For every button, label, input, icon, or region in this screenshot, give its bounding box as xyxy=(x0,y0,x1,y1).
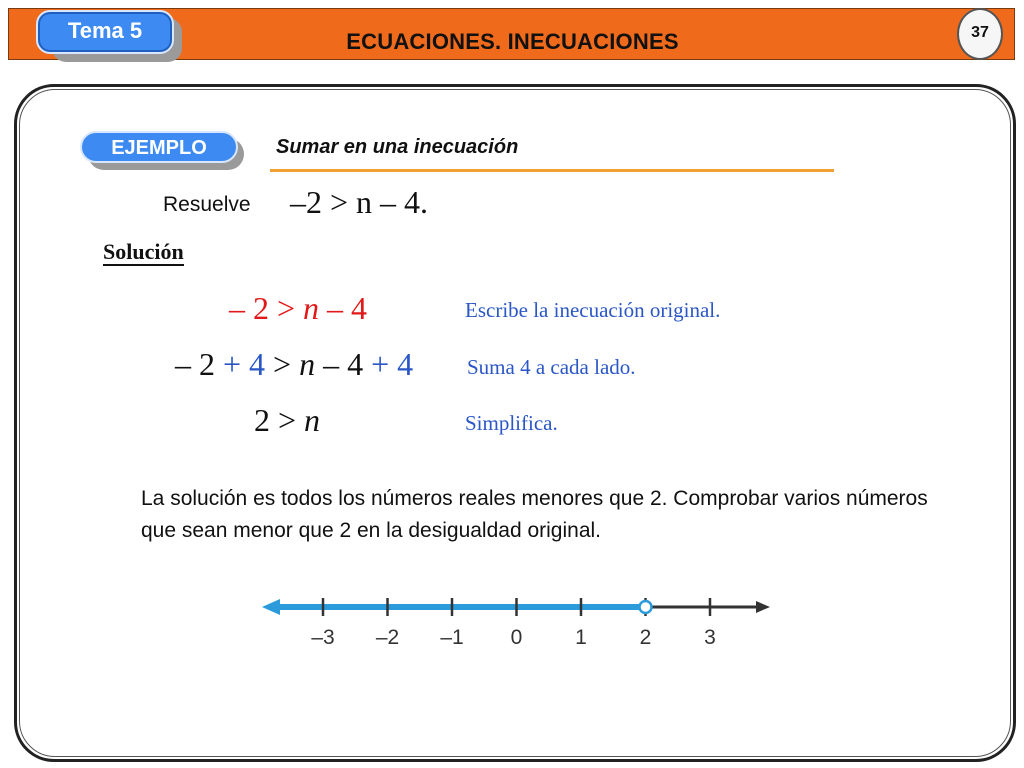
number-line-open-circle xyxy=(640,601,652,613)
page-title: ECUACIONES. INECUACIONES xyxy=(346,29,679,54)
tema-label: Tema 5 xyxy=(67,18,143,43)
step-3-part: 2 > xyxy=(254,402,305,438)
number-line-label: 0 xyxy=(510,626,523,649)
prompt-label: Resuelve xyxy=(163,193,251,216)
step-2-variable: n xyxy=(299,346,316,382)
prompt-equation: –2 > n – 4. xyxy=(290,184,429,220)
step-2-part: – 4 xyxy=(315,346,372,382)
number-line-left-arrow xyxy=(262,599,280,615)
step-1-note: Escribe la inecuación original. xyxy=(465,298,721,322)
number-line-label: –1 xyxy=(440,626,464,649)
step-2-added: + 4 xyxy=(371,346,414,382)
example-title: Sumar en una inecuación xyxy=(276,136,519,158)
step-2-note: Suma 4 a cada lado. xyxy=(467,355,636,379)
explanation-paragraph: La solución es todos los números reales menores que 2. Comprobar varios números que sean menor que 2 en la desigualdad original. xyxy=(141,487,928,542)
solution-heading: Solución xyxy=(103,239,184,264)
step-1-part: – 2 > xyxy=(229,290,304,326)
number-line-label: 2 xyxy=(639,626,652,649)
step-1-part: – 4 xyxy=(319,290,368,326)
number-line-label: 3 xyxy=(704,626,716,649)
page-number: 37 xyxy=(957,8,1003,60)
step-2-part: > xyxy=(265,346,300,382)
step-3-variable: n xyxy=(304,402,321,438)
number-line-right-arrow xyxy=(756,601,770,613)
step-2-part: – 2 xyxy=(175,346,223,382)
ejemplo-label: EJEMPLO xyxy=(111,137,207,159)
number-line-label: –3 xyxy=(311,626,335,649)
step-1-variable: n xyxy=(303,290,320,326)
step-2-added: + 4 xyxy=(223,346,266,382)
number-line-label: –2 xyxy=(375,626,400,649)
number-line-label: 1 xyxy=(575,626,587,649)
step-3-note: Simplifica. xyxy=(465,411,558,435)
